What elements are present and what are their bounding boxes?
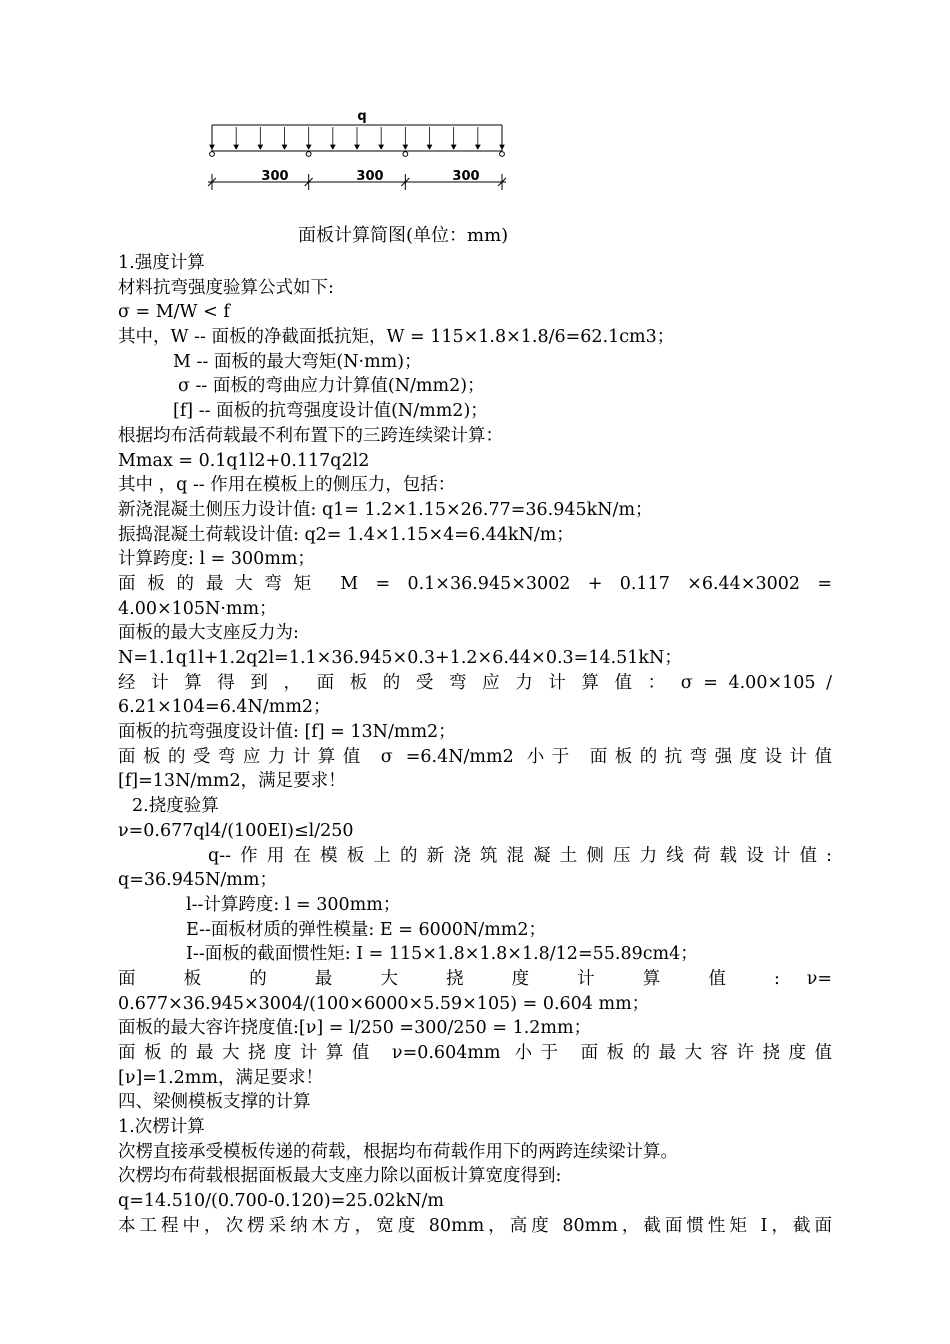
span-label-3: 300 bbox=[452, 169, 480, 184]
text-line: 面板的最大容许挠度值:[ν] = l/250 =300/250 = 1.2mm； bbox=[118, 1018, 592, 1039]
diagram-caption: 面板计算简图(单位：mm) bbox=[298, 225, 509, 246]
text-line: [f]=13N/mm2，满足要求！ bbox=[118, 771, 346, 792]
calculation-text bbox=[118, 251, 832, 1239]
text-line: l--计算跨度: l = 300mm； bbox=[186, 894, 401, 915]
text-line: [f] -- 面板的抗弯强度设计值(N/mm2)； bbox=[173, 401, 488, 422]
load-arrowhead bbox=[331, 145, 335, 149]
text-line: 4.00×105N·mm； bbox=[118, 598, 277, 619]
text-line: 0.677×36.945×3004/(100×6000×5.59×105) = 0.604 mm； bbox=[118, 993, 650, 1014]
text-line: 面板的受弯应力计算值 σ =6.4N/mm2 小于 面板的抗弯强度设计值 bbox=[118, 746, 832, 767]
span-label-1: 300 bbox=[261, 169, 289, 184]
text-line: 次楞直接承受模板传递的荷载，根据均布荷载作用下的两跨连续梁计算。 bbox=[118, 1141, 678, 1162]
span-label-2: 300 bbox=[356, 169, 384, 184]
section-heading: 1.强度计算 bbox=[118, 253, 205, 273]
text-line: 新浇混凝土侧压力设计值: q1= 1.2×1.15×26.77=36.945kN/m； bbox=[118, 499, 653, 520]
text-line: I--面板的截面惯性矩: I = 115×1.8×1.8×1.8/12=55.89cm4； bbox=[186, 944, 698, 965]
text-line: 材料抗弯强度验算公式如下: bbox=[118, 277, 334, 298]
text-line: 6.21×104=6.4N/mm2； bbox=[118, 697, 331, 718]
text-line: q--作用在模板上的新浇筑混凝土侧压力线荷载设计值: bbox=[208, 845, 832, 866]
section-heading: 四、梁侧模板支撑的计算 bbox=[118, 1092, 311, 1113]
text-line: 次楞均布荷载根据面板最大支座力除以面板计算宽度得到: bbox=[118, 1166, 562, 1187]
section-heading: 2.挠度验算 bbox=[132, 796, 219, 817]
text-line: σ -- 面板的弯曲应力计算值(N/mm2)； bbox=[178, 376, 485, 397]
text-line: 本工程中，次楞采纳木方，宽度 80mm，高度 80mm，截面惯性矩 I，截面 bbox=[118, 1215, 832, 1236]
continuous-beam-diagram bbox=[200, 100, 520, 200]
support-node bbox=[210, 152, 215, 157]
load-arrowhead bbox=[500, 145, 504, 149]
load-arrowhead bbox=[403, 145, 407, 149]
text-line: 面板的最大弯矩 M = 0.1×36.945×3002 + 0.117 ×6.44×3002 = bbox=[118, 573, 832, 594]
text-line: [ν]=1.2mm，满足要求！ bbox=[118, 1067, 323, 1088]
load-arrowhead bbox=[476, 145, 480, 149]
text-line: 根据均布活荷载最不利布置下的三跨连续梁计算： bbox=[118, 425, 503, 446]
text-line: q=36.945N/mm； bbox=[118, 870, 277, 891]
text-line: 其中 ，q -- 作用在模板上的侧压力，包括： bbox=[118, 475, 456, 496]
text-line: 振捣混凝土荷载设计值: q2= 1.4×1.15×4=6.44kN/m； bbox=[118, 524, 574, 545]
text-line: E--面板材质的弹性模量: E = 6000N/mm2； bbox=[186, 919, 547, 940]
text-line: 面板的最大支座反力为: bbox=[118, 623, 299, 644]
support-node bbox=[306, 152, 311, 157]
load-arrowhead bbox=[379, 145, 383, 149]
formula-line: ν=0.677ql4/(100EI)≤l/250 bbox=[118, 820, 354, 841]
formula-line: q=14.510/(0.700-0.120)=25.02kN/m bbox=[118, 1191, 444, 1212]
support-node bbox=[500, 152, 505, 157]
load-arrowhead bbox=[210, 145, 214, 149]
load-arrowhead bbox=[258, 145, 262, 149]
load-arrowhead bbox=[355, 145, 359, 149]
load-label: q bbox=[357, 109, 367, 124]
text-line: 计算跨度: l = 300mm； bbox=[118, 549, 315, 570]
support-node bbox=[403, 152, 408, 157]
load-arrowhead bbox=[451, 145, 455, 149]
load-arrowhead bbox=[234, 145, 238, 149]
formula-line: N=1.1q1l+1.2q2l=1.1×36.945×0.3+1.2×6.44×0.3=14.51kN； bbox=[118, 648, 682, 668]
text-line: 经 计 算 得 到 ， 面 板 的 受 弯 应 力 计 算 值 ： σ = 4.00×105 / bbox=[118, 672, 832, 693]
load-arrowhead bbox=[282, 145, 286, 149]
text-line: 其中，W -- 面板的净截面抵抗矩，W = 115×1.8×1.8/6=62.1cm3； bbox=[118, 327, 675, 348]
load-arrowhead bbox=[306, 145, 310, 149]
section-heading: 1.次楞计算 bbox=[118, 1117, 205, 1138]
load-arrows bbox=[210, 127, 504, 149]
text-line: M -- 面板的最大弯矩(N·mm)； bbox=[173, 351, 422, 372]
load-arrowhead bbox=[427, 145, 431, 149]
text-line: 面板的抗弯强度设计值: [f] = 13N/mm2； bbox=[118, 722, 456, 743]
supports bbox=[210, 152, 505, 157]
formula-line: Mmax = 0.1q1l2+0.117q2l2 bbox=[118, 450, 370, 471]
text-line: 面 板 的 最 大 挠 度 计 算 值 : ν= bbox=[118, 968, 832, 989]
text-line: 面板的最大挠度计算值 ν=0.604mm 小于 面板的最大容许挠度值 bbox=[118, 1043, 832, 1063]
panel-calculation-diagram bbox=[200, 100, 520, 200]
formula-line: σ = M/W < f bbox=[118, 302, 230, 323]
